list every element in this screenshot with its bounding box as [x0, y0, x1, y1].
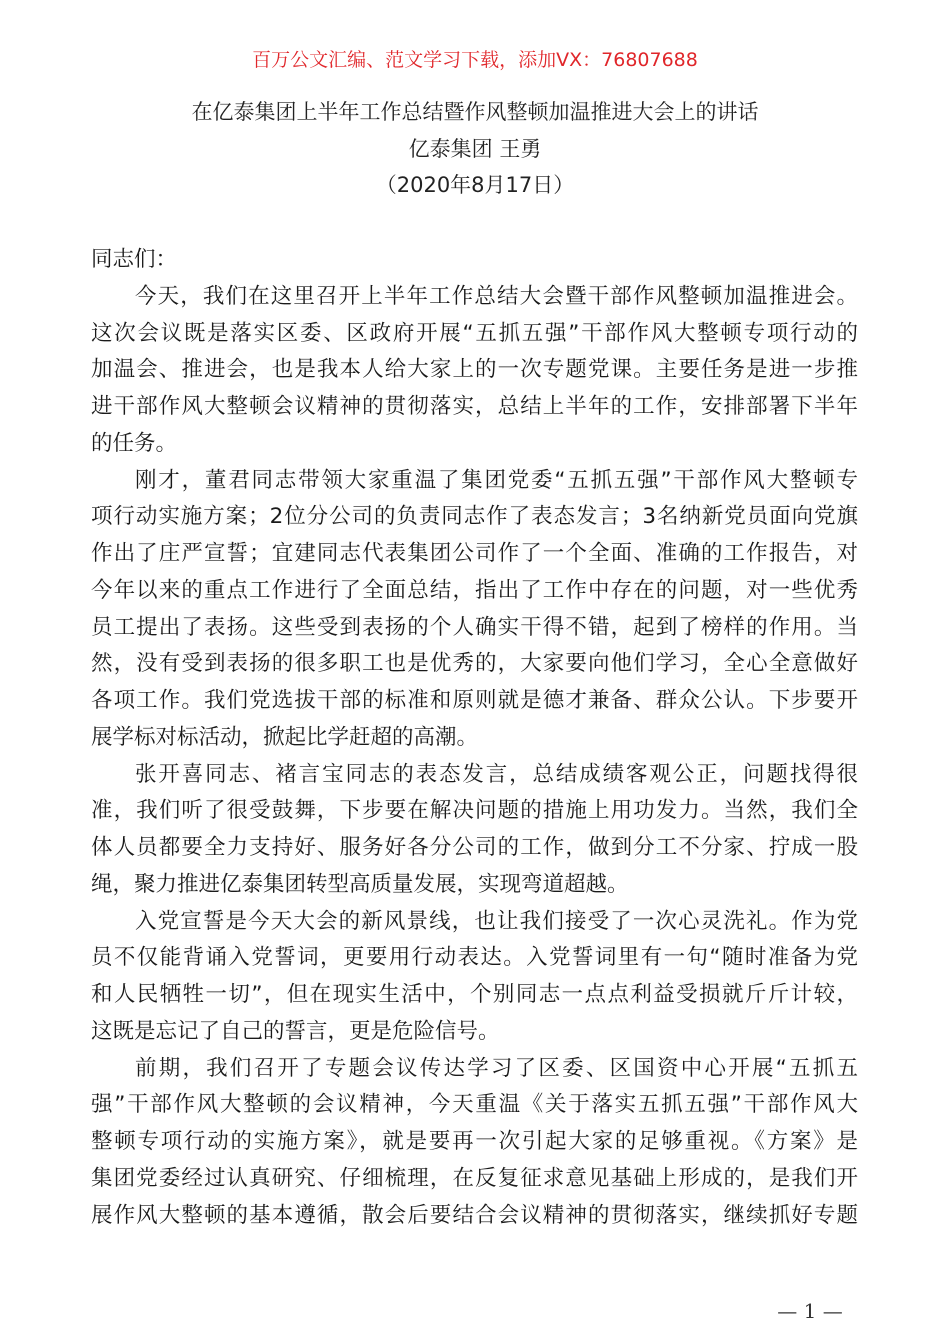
paragraph-line: 整顿专项行动的实施方案》，就是要再一次引起大家的足够重视。《方案》是	[91, 1129, 858, 1154]
paragraph-line: 强”干部作风大整顿的会议精神，今天重温《关于落实五抓五强”干部作风大	[91, 1092, 858, 1118]
paragraph-line: 进干部作风大整顿会议精神的贯彻落实，总结上半年的工作，安排部署下半年	[91, 394, 858, 419]
paragraph-line: 展学标对标活动，掀起比学赶超的高潮。	[91, 724, 479, 750]
paragraph-line: 加温会、推进会，也是我本人给大家上的一次专题党课。主要任务是进一步推	[91, 357, 858, 383]
paragraph-line: 体人员都要全力支持好、服务好各分公司的工作，做到分工不分家、拧成一股	[91, 835, 858, 860]
paragraph-line: 绳，聚力推进亿泰集团转型高质量发展，实现弯道超越。	[91, 871, 629, 897]
paragraph-line: 集团党委经过认真研究、仔细梳理，在反复征求意见基础上形成的，是我们开	[91, 1165, 858, 1191]
watermark-banner: 百万公文汇编、范文学习下载，添加VX：76807688	[252, 49, 698, 71]
document-date: （2020年8月17日）	[375, 173, 575, 197]
paragraph-line: 入党宣誓是今天大会的新风景线，也让我们接受了一次心灵洗礼。作为党	[135, 908, 858, 934]
paragraph-line: 然，没有受到表扬的很多职工也是优秀的，大家要向他们学习，全心全意做好	[91, 651, 858, 677]
page-number: — 1 —	[777, 1299, 843, 1323]
paragraph-line: 作出了庄严宣誓；宜建同志代表集团公司作了一个全面、准确的工作报告，对	[91, 541, 858, 566]
paragraph-line: 这次会议既是落实区委、区政府开展“五抓五强”干部作风大整顿专项行动的	[91, 320, 858, 346]
paragraph-line: 前期，我们召开了专题会议传达学习了区委、区国资中心开展“五抓五	[135, 1055, 858, 1081]
document-body	[91, 242, 858, 1234]
paragraph-line: 张开喜同志、褚言宝同志的表态发言，总结成绩客观公正，问题找得很	[135, 761, 858, 787]
salutation: 同志们：	[91, 247, 178, 272]
paragraph-line: 今天，我们在这里召开上半年工作总结大会暨干部作风整顿加温推进会。	[135, 283, 858, 309]
paragraph-line: 今年以来的重点工作进行了全面总结，指出了工作中存在的问题，对一些优秀	[91, 577, 858, 603]
paragraph-line: 刚才，董君同志带领大家重温了集团党委“五抓五强”干部作风大整顿专	[135, 467, 858, 493]
paragraph-line: 项行动实施方案；2位分公司的负责同志作了表态发言；3名纳新党员面向党旗	[91, 504, 858, 530]
paragraph-line: 这既是忘记了自己的誓言，更是危险信号。	[91, 1018, 500, 1044]
paragraph-line: 和人民牺牲一切”，但在现实生活中，个别同志一点点利益受损就斤斤计较，	[91, 982, 858, 1007]
paragraph-line: 员不仅能背诵入党誓词，更要用行动表达。入党誓词里有一句“随时准备为党	[91, 945, 858, 971]
paragraph-line: 展作风大整顿的基本遵循，散会后要结合会议精神的贯彻落实，继续抓好专题	[91, 1202, 858, 1228]
paragraph-line: 的任务。	[91, 430, 178, 456]
paragraph-line: 员工提出了表扬。这些受到表扬的个人确实干得不错，起到了榜样的作用。当	[91, 614, 858, 640]
document-author: 亿泰集团 王勇	[408, 137, 542, 161]
document-title: 在亿泰集团上半年工作总结暨作风整顿加温推进大会上的讲话	[191, 100, 759, 124]
paragraph-line: 准，我们听了很受鼓舞，下步要在解决问题的措施上用功发力。当然，我们全	[91, 798, 858, 824]
paragraph-line: 各项工作。我们党选拔干部的标准和原则就是德才兼备、群众公认。下步要开	[91, 688, 858, 713]
